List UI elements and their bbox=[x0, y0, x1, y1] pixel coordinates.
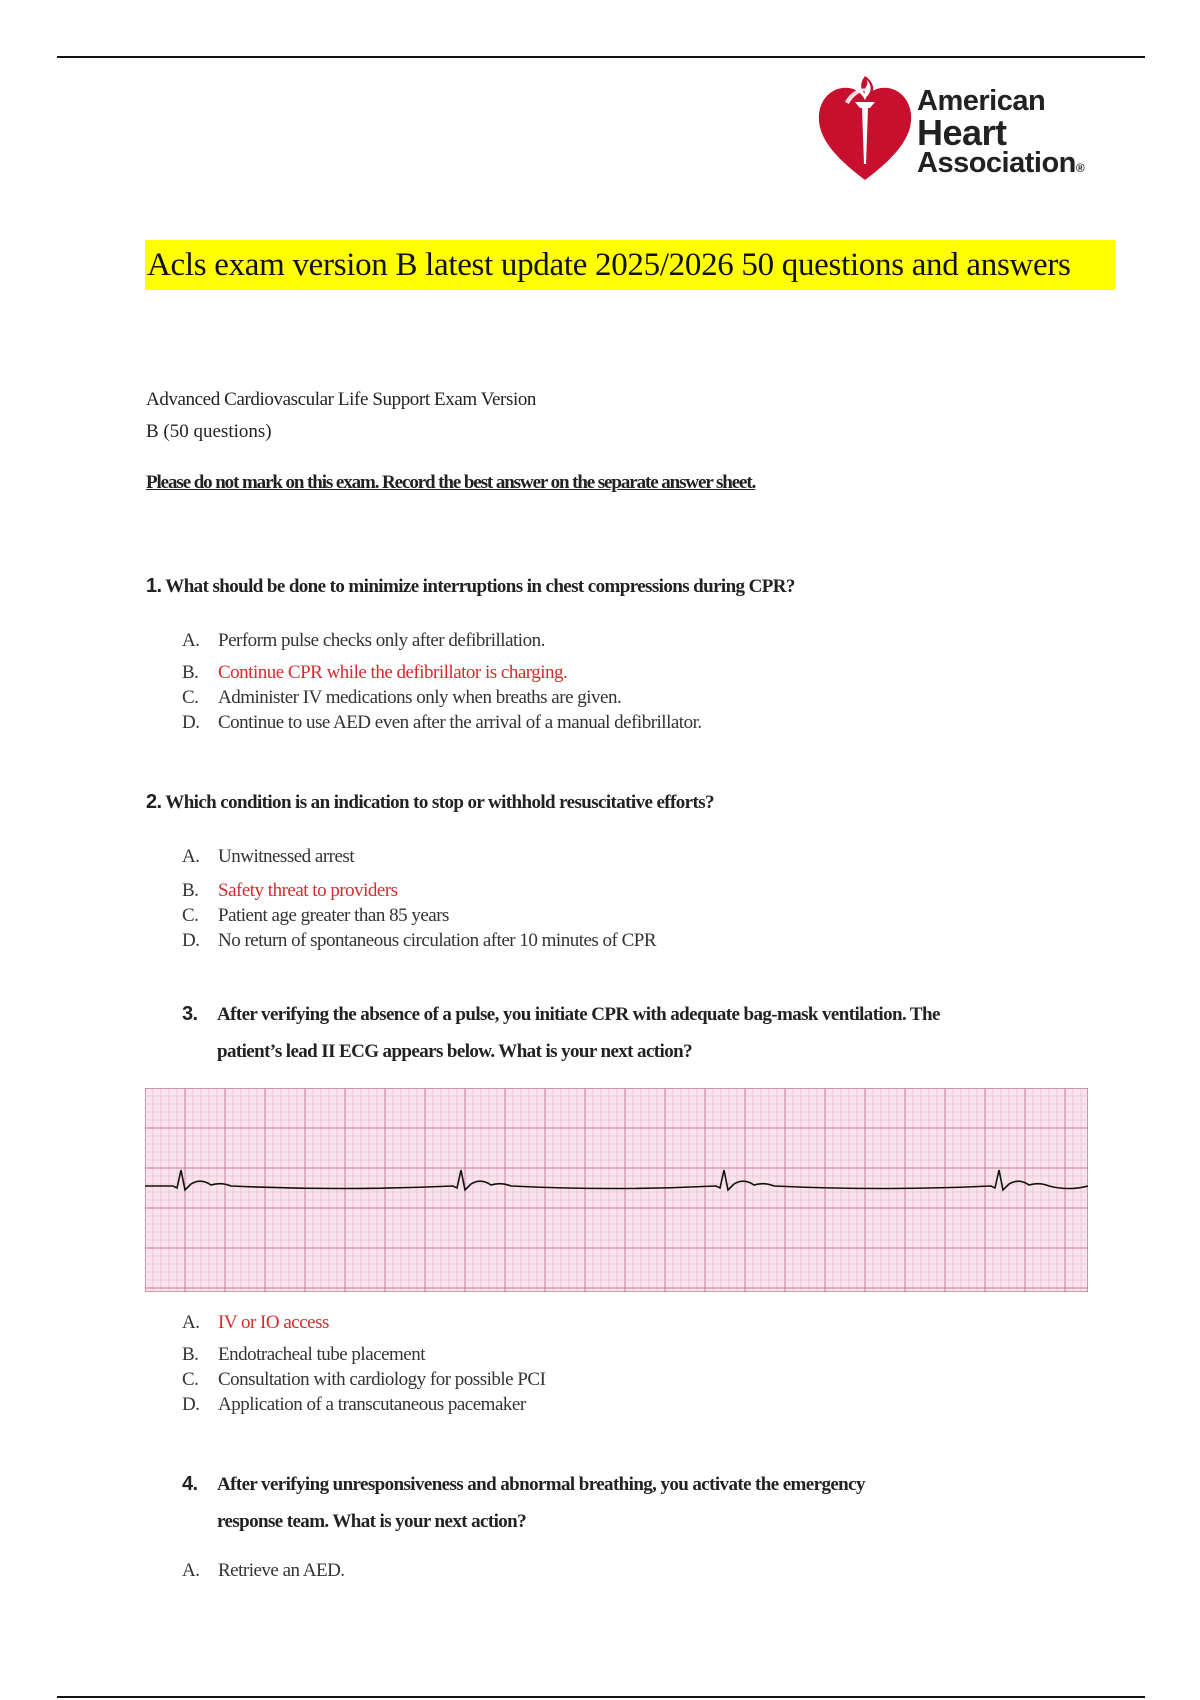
question-text: Which condition is an indication to stop or withhold resuscitative efforts? bbox=[165, 792, 714, 813]
option-letter: A. bbox=[182, 846, 200, 867]
logo-wordmark bbox=[917, 86, 1084, 184]
question-3 bbox=[182, 996, 940, 1070]
option-letter: C. bbox=[182, 905, 199, 926]
option-text: Perform pulse checks only after defibrillation. bbox=[218, 630, 545, 651]
aha-logo bbox=[815, 72, 1095, 184]
question-number: 2. bbox=[146, 791, 162, 813]
option-b-correct bbox=[182, 878, 882, 903]
option-b bbox=[182, 1342, 882, 1367]
exam-subtitle bbox=[146, 384, 536, 448]
option-letter: C. bbox=[182, 687, 199, 708]
option-b-correct bbox=[182, 660, 882, 685]
option-a-correct bbox=[182, 1310, 882, 1342]
option-letter: D. bbox=[182, 1394, 200, 1415]
question-1-options bbox=[182, 628, 882, 735]
option-letter: A. bbox=[182, 1312, 200, 1333]
question-number: 1. bbox=[146, 575, 162, 597]
question-number: 3. bbox=[182, 1003, 198, 1025]
subtitle-line-2: B (50 questions) bbox=[146, 421, 272, 442]
ecg-background bbox=[145, 1088, 1088, 1292]
option-letter: D. bbox=[182, 930, 200, 951]
option-letter: A. bbox=[182, 630, 200, 651]
option-text: IV or IO access bbox=[218, 1312, 329, 1333]
question-1 bbox=[146, 568, 795, 605]
document-title: Acls exam version B latest update 2025/2026 50 questions and answers bbox=[145, 240, 1115, 290]
option-letter: A. bbox=[182, 1560, 200, 1581]
option-c bbox=[182, 1367, 882, 1392]
option-letter: C. bbox=[182, 1369, 199, 1390]
logo-line-association: Association® bbox=[917, 147, 1085, 179]
question-4 bbox=[182, 1466, 865, 1540]
option-letter: D. bbox=[182, 712, 200, 733]
question-text: What should be done to minimize interruptions in chest compressions during CPR? bbox=[165, 576, 795, 597]
option-text: Continue CPR while the defibrillator is charging. bbox=[218, 662, 568, 683]
option-text: Patient age greater than 85 years bbox=[218, 905, 449, 926]
option-text: Administer IV medications only when breaths are given. bbox=[218, 687, 622, 708]
question-text-line-2: patient’s lead II ECG appears below. What is your next action? bbox=[217, 1041, 692, 1062]
option-a bbox=[182, 844, 882, 878]
logo-line-american: American bbox=[917, 85, 1046, 117]
option-letter: B. bbox=[182, 662, 199, 683]
option-d bbox=[182, 928, 882, 953]
question-text-line-2: response team. What is your next action? bbox=[217, 1511, 527, 1532]
option-text: No return of spontaneous circulation after 10 minutes of CPR bbox=[218, 930, 657, 951]
question-text-line-1: After verifying unresponsiveness and abnormal breathing, you activate the emergency bbox=[217, 1474, 865, 1495]
option-text: Retrieve an AED. bbox=[218, 1560, 345, 1581]
question-3-options bbox=[182, 1310, 882, 1417]
question-2 bbox=[146, 784, 714, 821]
bottom-rule bbox=[57, 1696, 1145, 1698]
question-4-options bbox=[182, 1558, 882, 1583]
option-a bbox=[182, 1558, 882, 1583]
option-a bbox=[182, 628, 882, 660]
logo-line-heart: Heart bbox=[917, 112, 1007, 153]
registered-mark: ® bbox=[1075, 161, 1085, 175]
top-rule bbox=[57, 56, 1145, 58]
question-text-line-1: After verifying the absence of a pulse, you initiate CPR with adequate bag-mask ventilation. The bbox=[217, 1004, 940, 1025]
subtitle-line-1: Advanced Cardiovascular Life Support Exam Version bbox=[146, 389, 537, 410]
option-letter: B. bbox=[182, 880, 199, 901]
option-d bbox=[182, 1392, 882, 1417]
option-d bbox=[182, 710, 882, 735]
option-c bbox=[182, 685, 882, 710]
option-c bbox=[182, 903, 882, 928]
option-text: Application of a transcutaneous pacemaker bbox=[218, 1394, 526, 1415]
exam-instruction: Please do not mark on this exam. Record the best answer on the separate answer sheet. bbox=[146, 472, 756, 493]
option-text: Continue to use AED even after the arrival of a manual defibrillator. bbox=[218, 712, 702, 733]
option-text: Safety threat to providers bbox=[218, 880, 398, 901]
ecg-strip bbox=[145, 1088, 1088, 1292]
question-2-options bbox=[182, 844, 882, 953]
option-letter: B. bbox=[182, 1344, 199, 1365]
option-text: Endotracheal tube placement bbox=[218, 1344, 426, 1365]
heart-torch-icon bbox=[815, 72, 915, 184]
question-number: 4. bbox=[182, 1473, 198, 1495]
option-text: Unwitnessed arrest bbox=[218, 846, 355, 867]
option-text: Consultation with cardiology for possible PCI bbox=[218, 1369, 546, 1390]
